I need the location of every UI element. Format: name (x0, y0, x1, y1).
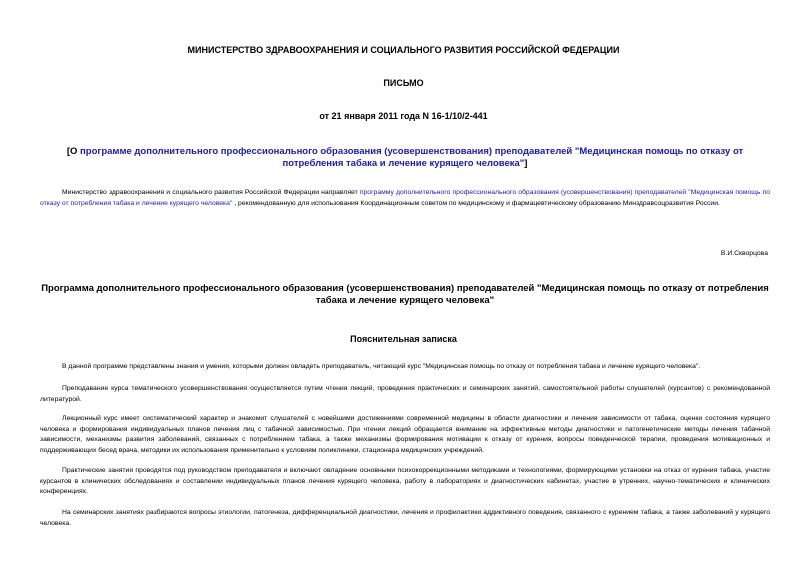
section-title: Пояснительная записка (350, 334, 457, 344)
intro-program-link[interactable]: программу дополнительного профессионального образования (усовершенствования) преподавателей "Медицинская помощь по отказу от потребления табака и лечение курящего человека" (40, 189, 770, 207)
body-paragraph-3: Лекционный курс имеет систематический характер и знакомит слушателей с новейшими достижениями современной медицины в области диагностики и лечения зависимости от табака, оценки состояния курящего человека и формирования индивидуальных планов лечения лиц с табачной зависимостью. При чтении лекций обращается внимание на эффективные методы диагностики и патогенетические методы лечения табачной зависимости, механизмы развития заболеваний, связанных с потреблением табака, а также механизмы формирования мотивации к отказу от курения, вопросы поведенческой терапии, проведения мотивационных и поддерживающих бесед врача, методики их использования применительно к условиям поликлиники, стационара медицинских учреждений. (40, 415, 770, 454)
date-number-heading: от 21 января 2011 года N 16-1/10/2-441 (319, 111, 488, 121)
ministry-heading: МИНИСТЕРСТВО ЗДРАВООХРАНЕНИЯ И СОЦИАЛЬНОГО РАЗВИТИЯ РОССИЙСКОЙ ФЕДЕРАЦИИ (187, 45, 620, 55)
body-paragraph-2: Преподавание курса тематического усовершенствования осуществляется путем чтения лекций, проведения практических и семинарских занятий, самостоятельной работы слушателей (курсантов) с рекомендованной литературой. (40, 385, 770, 403)
body-paragraph-4: Практические занятия проводятся под руководством преподавателя и включают овладение основными психокоррекционными методиками и технологиями, формирующими установки на отказ от курения табака, участие курсантов в клинических обследованиях и составлении индивидуальных планов лечения курящего человека, работу в лабораториях и диагностических кабинетах, участие в утренних, научно-тематических и клинических конференциях. (40, 467, 770, 495)
letter-title-prefix: [О (66, 146, 81, 157)
letter-title (40, 146, 770, 170)
intro-text-after: , рекомендованную для использования Координационным советом по медицинскому и фармацевтическому образованию Минздравсоцразвития России. (232, 199, 720, 207)
body-paragraph-1: В данной программе представлены знания и умения, которыми должен овладеть преподаватель, читающий курс "Медицинская помощь по отказу от потребления табака и лечение курящего человека". (62, 363, 701, 370)
intro-text-before: Министерство здравоохранения и социального развития Российской Федерации направляет (62, 189, 360, 196)
letter-title-link[interactable]: программе дополнительного профессионального образования (усовершенствования) преподавателей "Медицинская помощь по отказу от потребления табака и лечение курящего человека" (80, 146, 744, 169)
letter-title-suffix: ] (524, 158, 528, 169)
document-type-heading: ПИСЬМО (383, 78, 424, 88)
program-title: Программа дополнительного профессионального образования (усовершенствования) преподавателей "Медицинская помощь по отказу от потребления табака и лечение курящего человека" (41, 283, 769, 306)
body-paragraph-5: На семинарских занятиях разбираются вопросы этиологии, патогенеза, дифференциальной диагностики, лечения и профилактики аддиктивного поведения, связанного с курением табака, а также заболеваний у курящего человека. (40, 509, 770, 527)
signature: В.И.Скворцова (720, 250, 768, 257)
intro-paragraph (40, 188, 770, 209)
